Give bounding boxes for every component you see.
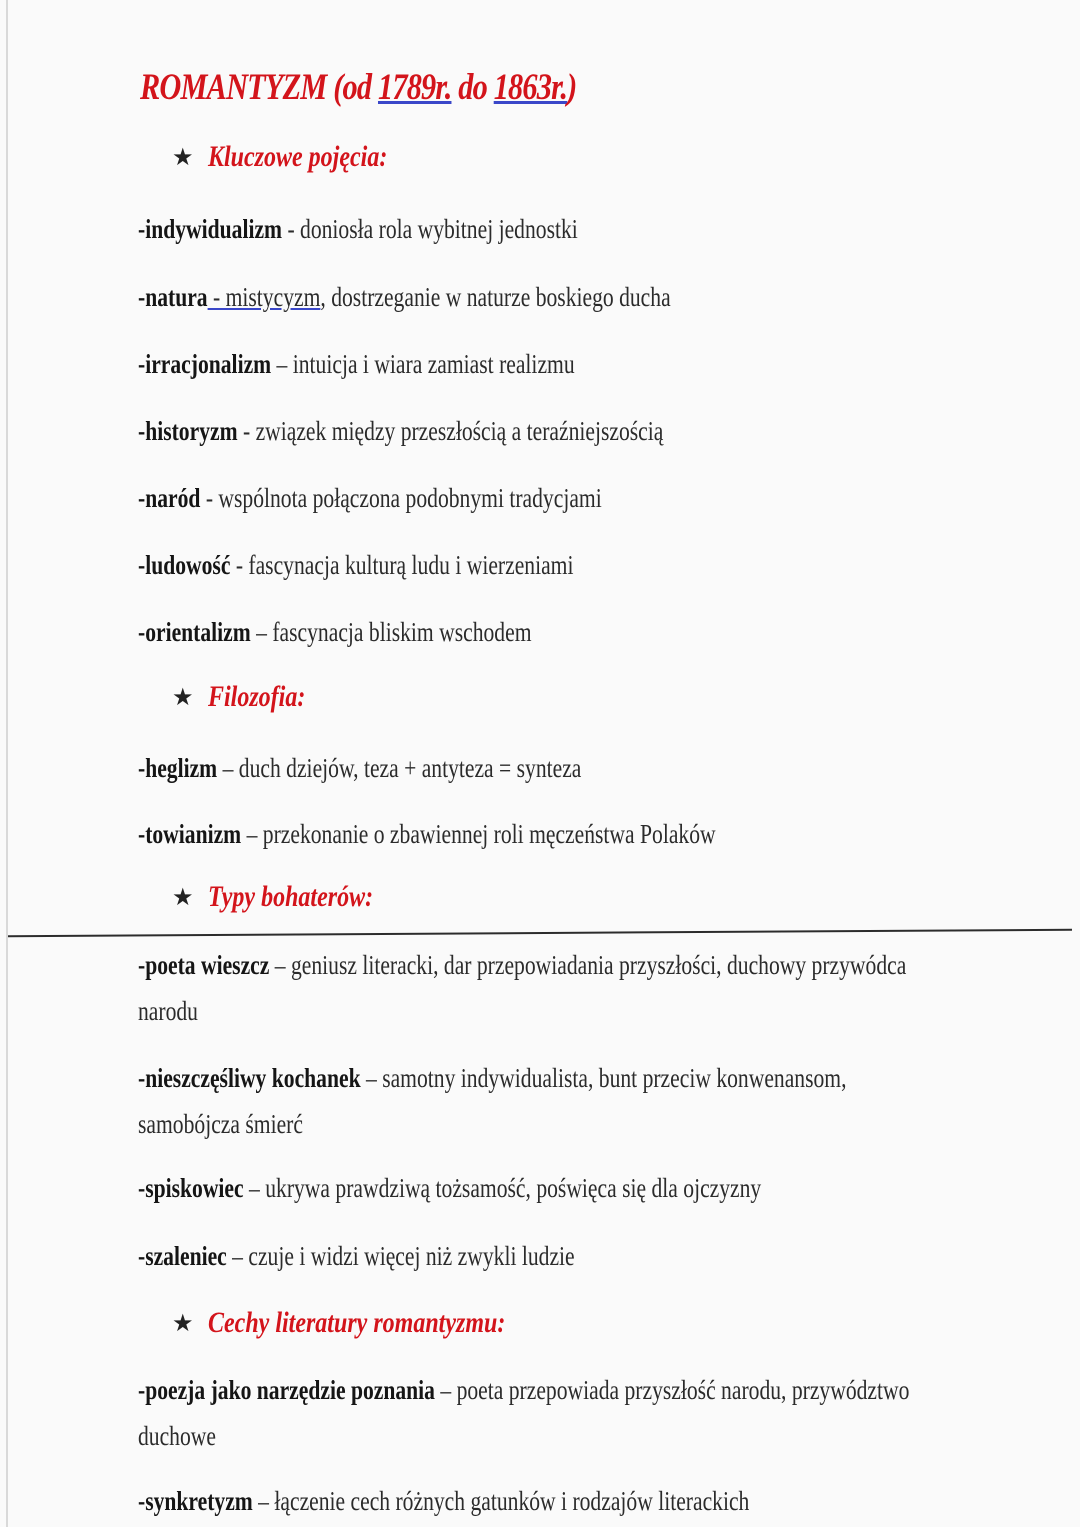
heading-text: Kluczowe pojęcia: bbox=[207, 140, 387, 173]
item-term: -irracjonalizm bbox=[138, 349, 272, 379]
list-item bbox=[138, 408, 938, 454]
page-title bbox=[140, 66, 576, 109]
title-suffix: ) bbox=[567, 67, 577, 108]
section-heading-bohaterowie bbox=[172, 880, 414, 914]
star-icon: ★ bbox=[172, 883, 194, 911]
list-item bbox=[138, 542, 938, 588]
title-year-start: 1789r. bbox=[377, 67, 452, 108]
section-heading-cechy bbox=[172, 1306, 579, 1340]
item-term: -indywidualizm bbox=[138, 214, 283, 244]
title-year-end: 1863r. bbox=[493, 67, 568, 108]
item-term: -towianizm bbox=[138, 819, 242, 849]
list-item bbox=[138, 1478, 938, 1524]
list-item bbox=[138, 942, 938, 1034]
item-term: -orientalizm bbox=[138, 617, 251, 647]
item-term: -ludowość bbox=[138, 550, 231, 580]
item-term: -heglizm bbox=[138, 753, 218, 783]
item-description: - doniosła rola wybitnej jednostki bbox=[282, 214, 578, 244]
title-prefix: ROMANTYZM (od bbox=[140, 67, 378, 108]
item-description: – samotny indywidualista, bunt przeciw konwenansom, bbox=[360, 1063, 847, 1093]
item-description-continued: duchowe bbox=[138, 1421, 216, 1451]
item-description-continued: narodu bbox=[138, 996, 198, 1026]
item-description: – czuje i widzi więcej niż zwykli ludzie bbox=[226, 1241, 575, 1271]
item-description: – przekonanie o zbawiennej roli męczeństwa Polaków bbox=[241, 819, 716, 849]
list-item bbox=[138, 1055, 938, 1147]
item-description-continued: samobójcza śmierć bbox=[138, 1109, 303, 1139]
item-description: – geniusz literacki, dar przepowiadania przyszłości, duchowy przywódca bbox=[269, 950, 907, 980]
star-icon: ★ bbox=[172, 683, 194, 711]
item-description: , dostrzeganie w naturze boskiego ducha bbox=[320, 282, 671, 312]
page-divider bbox=[8, 929, 1072, 937]
item-description: – fascynacja bliskim wschodem bbox=[250, 617, 532, 647]
item-description: - związek między przeszłością a teraźniejszością bbox=[237, 416, 664, 446]
title-middle: do bbox=[451, 67, 494, 108]
section-heading-filozofia bbox=[172, 680, 329, 714]
list-item bbox=[138, 745, 938, 791]
list-item bbox=[138, 1165, 938, 1211]
item-term: -historyzm bbox=[138, 416, 238, 446]
star-icon: ★ bbox=[172, 143, 194, 171]
page-edge bbox=[6, 0, 8, 1527]
item-description: – łączenie cech różnych gatunków i rodzajów literackich bbox=[252, 1486, 750, 1516]
item-term: -naród bbox=[138, 483, 201, 513]
item-description: – ukrywa prawdziwą tożsamość, poświęca się dla ojczyzny bbox=[243, 1173, 762, 1203]
section-heading-kluczowe bbox=[172, 140, 432, 174]
item-term: -nieszczęśliwy kochanek bbox=[138, 1063, 361, 1093]
list-item bbox=[138, 206, 938, 252]
item-term: -spiskowiec bbox=[138, 1173, 244, 1203]
item-term: -szaleniec bbox=[138, 1241, 227, 1271]
item-term: -poezja jako narzędzie poznania bbox=[138, 1375, 435, 1405]
item-term: -synkretyzm bbox=[138, 1486, 253, 1516]
list-item bbox=[138, 1233, 938, 1279]
heading-text: Filozofia: bbox=[207, 680, 305, 713]
item-description: – poeta przepowiada przyszłość narodu, przywództwo bbox=[434, 1375, 910, 1405]
list-item bbox=[138, 811, 938, 857]
item-term: -poeta wieszcz bbox=[138, 950, 270, 980]
list-item bbox=[138, 274, 938, 320]
list-item bbox=[138, 341, 938, 387]
list-item bbox=[138, 475, 938, 521]
heading-text: Cechy literatury romantyzmu: bbox=[207, 1306, 505, 1339]
star-icon: ★ bbox=[172, 1309, 194, 1337]
item-term: -natura bbox=[138, 282, 208, 312]
list-item bbox=[138, 609, 938, 655]
item-description: - fascynacja kulturą ludu i wierzeniami bbox=[230, 550, 574, 580]
item-description: - wspólnota połączona podobnymi tradycjami bbox=[200, 483, 602, 513]
heading-text: Typy bohaterów: bbox=[207, 880, 373, 913]
item-description: – intuicja i wiara zamiast realizmu bbox=[271, 349, 575, 379]
item-description-underlined: - mistycyzm bbox=[207, 282, 321, 312]
list-item bbox=[138, 1367, 938, 1459]
item-description: – duch dziejów, teza + antyteza = synteza bbox=[217, 753, 582, 783]
